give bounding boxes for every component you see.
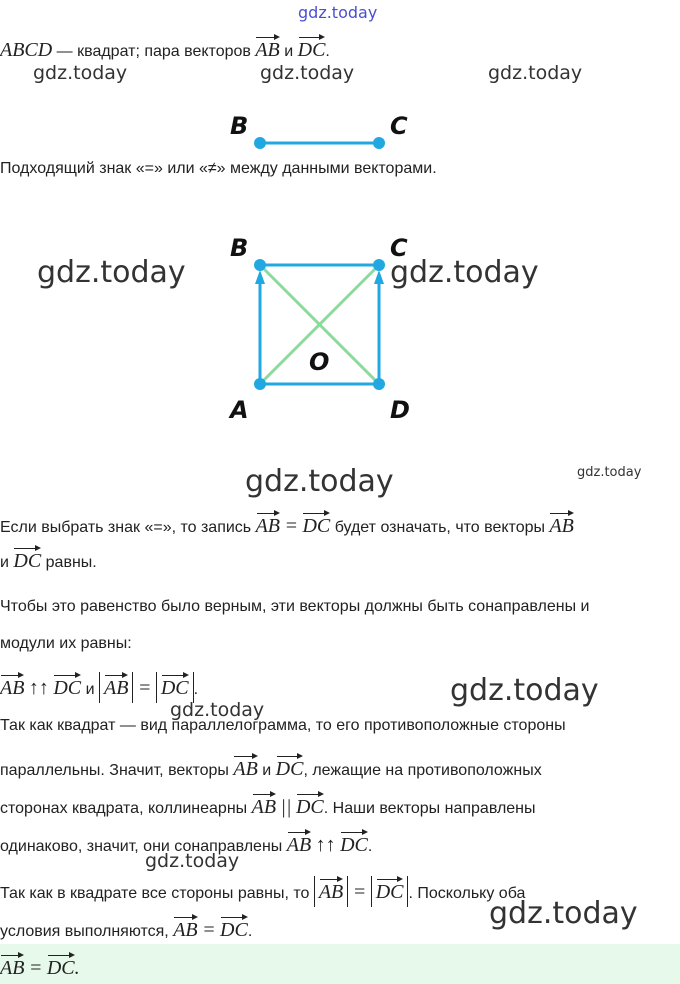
point-label-b: B xyxy=(230,112,249,140)
text: одинаково, значит, они сонаправлены xyxy=(0,838,283,855)
solution-line xyxy=(0,791,536,819)
point-label-o: O xyxy=(309,348,330,376)
period: . xyxy=(367,838,373,855)
solution-line xyxy=(0,545,97,573)
vector-dc: DC xyxy=(276,753,304,779)
solution-line xyxy=(0,753,542,781)
formula-line xyxy=(0,672,198,703)
codirectional-sign: ↑↑ xyxy=(28,677,49,699)
period: . xyxy=(74,957,80,979)
point-label-a: A xyxy=(230,396,249,424)
watermark: gdz.today xyxy=(245,464,394,499)
solution-line: Так как квадрат — вид параллелограмма, то его противоположные стороны xyxy=(0,717,566,734)
condition-text: — квадрат; пара векторов xyxy=(56,43,251,60)
equals-sign: = xyxy=(352,881,367,903)
solution-line xyxy=(0,829,372,857)
period: . xyxy=(193,681,199,698)
period: . xyxy=(325,43,330,60)
square-figure xyxy=(0,228,680,428)
vector-dc: DC xyxy=(296,791,324,817)
solution-line xyxy=(0,876,525,907)
watermark: gdz.today xyxy=(488,62,583,84)
point-label-c: C xyxy=(390,234,408,262)
conjunction: и xyxy=(0,554,9,571)
vector-dc: DC xyxy=(47,952,75,978)
vector-ab: AB xyxy=(233,753,257,779)
text: равны. xyxy=(45,554,97,571)
vector-dc: DC xyxy=(340,829,368,855)
vector-ab: AB xyxy=(255,34,279,60)
conjunction: и xyxy=(262,762,272,779)
equals-sign: = xyxy=(137,677,152,699)
vector-ab: AB xyxy=(319,876,343,902)
point-label-c: C xyxy=(390,112,408,140)
parallel-sign: || xyxy=(280,796,292,818)
conjunction: и xyxy=(85,681,95,698)
figure-name: ABCD xyxy=(0,39,53,61)
period: . xyxy=(247,923,253,940)
solution-line xyxy=(0,914,252,942)
vector-dc: DC xyxy=(13,545,41,571)
watermark: gdz.today xyxy=(145,850,240,872)
point-label-b: B xyxy=(230,234,249,262)
equals-sign: = xyxy=(28,957,43,979)
task-text: Подходящий знак «=» или «≠» между данными векторами. xyxy=(0,160,437,177)
watermark: gdz.today xyxy=(450,673,599,708)
watermark: gdz.today xyxy=(37,255,186,290)
watermark: gdz.today xyxy=(33,62,128,84)
text: Так как в квадрате все стороны равны, то xyxy=(0,885,310,902)
watermark: gdz.today xyxy=(170,699,265,721)
watermark: gdz.today xyxy=(489,896,638,931)
solution-line: модули их равны: xyxy=(0,635,132,652)
watermark: gdz.today xyxy=(390,255,539,290)
watermark: gdz.today xyxy=(298,3,378,22)
text: . Наши векторы направлены xyxy=(323,800,536,817)
vector-ab: AB xyxy=(104,672,128,698)
answer-box xyxy=(0,944,680,984)
vector-ab: AB xyxy=(549,510,573,536)
equals-sign: = xyxy=(202,919,216,941)
watermark: gdz.today xyxy=(260,62,355,84)
vector-ab: AB xyxy=(0,952,24,978)
vector-ab: AB xyxy=(256,510,280,536)
text: Если выбрать знак «=», то запись xyxy=(0,519,252,536)
solution-line xyxy=(0,510,574,538)
vector-ab: AB xyxy=(0,672,24,698)
vector-dc: DC xyxy=(53,672,81,698)
text: , лежащие на противоположных xyxy=(303,762,542,779)
vector-dc: DC xyxy=(376,876,404,902)
vector-ab: AB xyxy=(252,791,276,817)
text: . Поскольку оба xyxy=(408,885,526,902)
vector-ab: AB xyxy=(287,829,311,855)
text: сторонах квадрата, коллинеарны xyxy=(0,800,248,817)
solution-line: Чтобы это равенство было верным, эти векторы должны быть сонаправлены и xyxy=(0,598,590,615)
condition-line xyxy=(0,34,330,62)
vector-dc: DC xyxy=(298,34,326,60)
vector-dc: DC xyxy=(302,510,330,536)
conjunction: и xyxy=(284,43,294,60)
equals-sign: = xyxy=(284,515,298,537)
vector-dc: DC xyxy=(161,672,189,698)
text: параллельны. Значит, векторы xyxy=(0,762,229,779)
text: условия выполняются, xyxy=(0,923,169,940)
watermark: gdz.today xyxy=(577,465,642,480)
point-label-d: D xyxy=(390,396,410,424)
text: будет означать, что векторы xyxy=(334,519,545,536)
vector-ab: AB xyxy=(173,914,197,940)
codirectional-sign: ↑↑ xyxy=(315,834,336,856)
vector-dc: DC xyxy=(220,914,248,940)
